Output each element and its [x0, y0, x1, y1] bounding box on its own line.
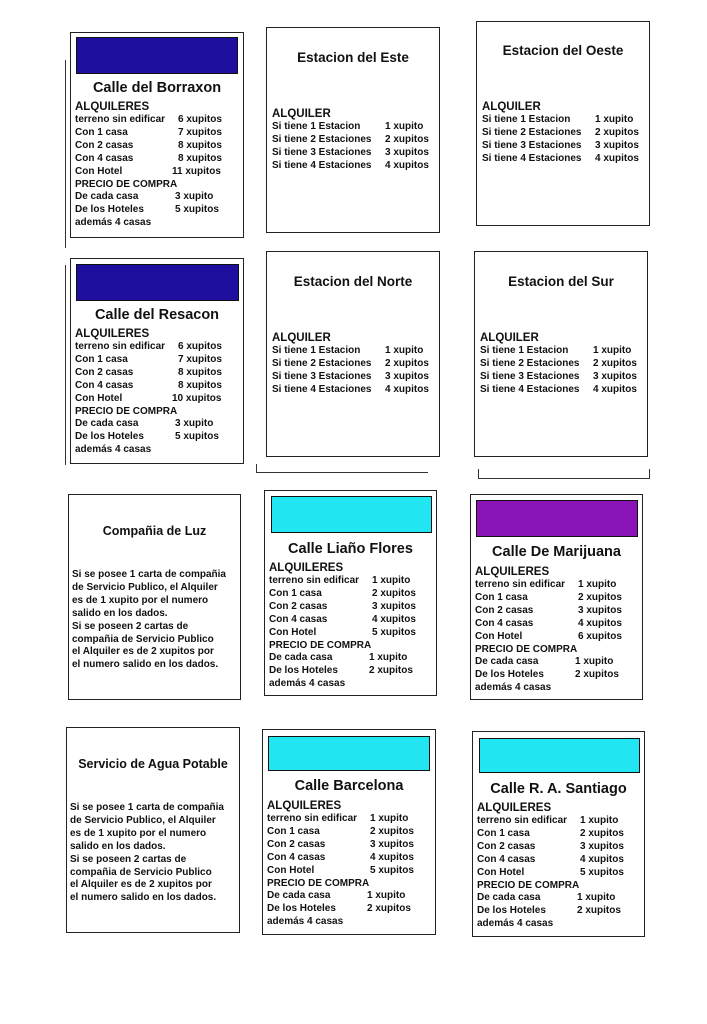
rent-row: Si tiene 2 Estaciones 2 xupitos — [272, 133, 429, 145]
rent-row: Con 4 casas 8 xupitos — [75, 379, 222, 391]
card-title: Calle Barcelona — [294, 778, 404, 794]
rent-row: Si tiene 3 Estaciones 3 xupitos — [272, 146, 429, 158]
rent-header: ALQUILER — [272, 332, 331, 344]
rent-row: Si tiene 1 Estacion 1 xupito — [272, 121, 424, 132]
rent-header: ALQUILER — [480, 332, 539, 344]
rent-row: terreno sin edificar 1 xupito — [269, 575, 411, 586]
rent-row: Si tiene 1 Estacion 1 xupito — [482, 114, 634, 125]
rent-header: ALQUILERES — [75, 101, 150, 113]
rent-header: ALQUILERES — [477, 802, 552, 814]
card-title: Calle De Marijuana — [492, 544, 621, 560]
rent-row: Con 1 casa 7 xupitos — [75, 126, 222, 138]
card-estacion-del-sur — [474, 251, 648, 457]
price-row: De los Hoteles 2 xupitos — [267, 903, 411, 915]
cut-line — [649, 469, 650, 479]
card-body — [482, 101, 639, 166]
card-calle-ra-santiago — [472, 731, 645, 937]
rent-row: Con 4 casas 4 xupitos — [475, 617, 622, 629]
card-estacion-del-oeste — [476, 21, 650, 226]
price-row: De los Hoteles 2 xupitos — [475, 669, 619, 681]
price-row: De cada casa 1 xupito — [267, 890, 406, 902]
price-row: De cada casa 1 xupito — [477, 892, 616, 904]
price-row: De cada casa 1 xupito — [475, 656, 614, 668]
card-text: Si se posee 1 carta de compañia de Servicio Publico, el Alquiler es de 1 xupito por el numero salido en los dados. Si se poseen 2 cartas de compañia de Servicio Publico el Alquiler es de 2 xupitos por el numero salido en los dados. — [70, 802, 224, 904]
cut-line — [65, 60, 66, 248]
card-title: Estacion del Este — [297, 50, 409, 65]
price-header: PRECIO DE COMPRA — [269, 639, 372, 651]
card-body — [480, 332, 637, 397]
card-title: Calle del Resacon — [94, 307, 220, 323]
rent-header: ALQUILERES — [75, 328, 150, 340]
card-title: Servicio de Agua Potable — [78, 757, 228, 771]
rent-header: ALQUILERES — [269, 562, 344, 574]
rent-row: Con 2 casas 3 xupitos — [269, 600, 416, 612]
rent-row: Con 1 casa 7 xupitos — [75, 353, 222, 365]
card-title: Estacion del Norte — [293, 274, 413, 289]
cut-line — [478, 478, 650, 479]
note: además 4 casas — [75, 217, 152, 229]
rent-row: Si tiene 3 Estaciones 3 xupitos — [480, 370, 637, 382]
card-calle-del-resacon — [70, 258, 244, 464]
card-body — [272, 108, 429, 173]
price-row: De los Hoteles 5 xupitos — [75, 204, 219, 216]
price-header: PRECIO DE COMPRA — [475, 643, 578, 655]
rent-row: Con Hotel 5 xupitos — [267, 864, 414, 876]
price-row: De cada casa 3 xupito — [75, 191, 214, 203]
card-title: Estacion del Sur — [508, 274, 614, 289]
card-calle-liano-flores — [264, 490, 437, 696]
color-band — [476, 500, 638, 537]
rent-row: terreno sin edificar 6 xupitos — [75, 114, 222, 125]
cut-line — [478, 469, 479, 479]
cut-line — [256, 464, 257, 473]
card-calle-del-borraxon — [70, 32, 244, 238]
color-band — [268, 736, 430, 771]
rent-row: Con 2 casas 8 xupitos — [75, 366, 222, 378]
card-body — [267, 800, 414, 929]
note: además 4 casas — [75, 444, 152, 456]
price-header: PRECIO DE COMPRA — [267, 877, 370, 889]
color-band — [76, 264, 239, 301]
rent-row: Si tiene 4 Estaciones 4 xupitos — [482, 152, 639, 164]
rent-row: Si tiene 2 Estaciones 2 xupitos — [272, 357, 429, 369]
rent-row: Si tiene 2 Estaciones 2 xupitos — [480, 357, 637, 369]
rent-row: terreno sin edificar 1 xupito — [477, 815, 619, 826]
card-title: Estacion del Oeste — [502, 43, 624, 58]
card-body — [75, 101, 222, 230]
rent-row: terreno sin edificar 1 xupito — [475, 579, 617, 590]
rent-header: ALQUILERES — [267, 800, 342, 812]
card-body — [75, 328, 222, 457]
rent-header: ALQUILER — [482, 101, 541, 113]
rent-row: Con 4 casas 8 xupitos — [75, 152, 222, 164]
rent-row: Con 1 casa 2 xupitos — [477, 827, 624, 839]
rent-row: Con 1 casa 2 xupitos — [269, 587, 416, 599]
card-title: Compañia de Luz — [102, 524, 207, 538]
rent-row: Con Hotel 11 xupitos — [75, 165, 221, 177]
rent-row: Con 2 casas 3 xupitos — [267, 838, 414, 850]
rent-row: Con Hotel 10 xupitos — [75, 392, 222, 404]
note: además 4 casas — [477, 918, 554, 930]
rent-row: Si tiene 4 Estaciones 4 xupitos — [272, 383, 429, 395]
color-band — [271, 496, 432, 533]
price-header: PRECIO DE COMPRA — [75, 405, 178, 417]
rent-row: Si tiene 3 Estaciones 3 xupitos — [482, 139, 639, 151]
rent-row: Si tiene 2 Estaciones 2 xupitos — [482, 126, 639, 138]
rent-row: Con 4 casas 4 xupitos — [267, 851, 414, 863]
rent-row: Con 1 casa 2 xupitos — [267, 825, 414, 837]
card-body — [475, 566, 622, 695]
rent-row: Con Hotel 5 xupitos — [477, 866, 624, 878]
rent-row: Con 4 casas 4 xupitos — [269, 613, 416, 625]
price-header: PRECIO DE COMPRA — [75, 178, 178, 190]
rent-row: Si tiene 3 Estaciones 3 xupitos — [272, 370, 429, 382]
price-header: PRECIO DE COMPRA — [477, 879, 580, 891]
rent-row: Con Hotel 5 xupitos — [269, 626, 416, 638]
rent-row: Si tiene 1 Estacion 1 xupito — [480, 345, 632, 356]
rent-row: Con 2 casas 3 xupitos — [475, 604, 622, 616]
cut-line — [256, 472, 428, 473]
card-body — [477, 802, 624, 931]
card-title: Calle R. A. Santiago — [490, 781, 627, 797]
card-title: Calle del Borraxon — [92, 80, 222, 96]
card-text: Si se posee 1 carta de compañia de Servicio Publico, el Alquiler es de 1 xupito por el numero salido en los dados. Si se poseen 2 cartas de compañia de Servicio Publico el Alquiler es de 2 xupitos por el numero salido en los dados. — [72, 569, 226, 671]
rent-row: terreno sin edificar 1 xupito — [267, 813, 409, 824]
price-row: De los Hoteles 2 xupitos — [477, 905, 621, 917]
note: además 4 casas — [269, 678, 346, 690]
price-row: De cada casa 1 xupito — [269, 652, 408, 664]
rent-row: Con 2 casas 3 xupitos — [477, 840, 624, 852]
rent-row: Con 4 casas 4 xupitos — [477, 853, 624, 865]
card-servicio-de-agua-potable — [66, 727, 240, 933]
rent-row: Si tiene 1 Estacion 1 xupito — [272, 345, 424, 356]
price-row: De cada casa 3 xupito — [75, 418, 214, 430]
card-title: Calle Liaño Flores — [288, 541, 413, 557]
price-row: De los Hoteles 5 xupitos — [75, 431, 219, 443]
rent-row: Si tiene 4 Estaciones 4 xupitos — [272, 159, 429, 171]
rent-header: ALQUILER — [272, 108, 331, 120]
rent-header: ALQUILERES — [475, 566, 550, 578]
note: además 4 casas — [475, 682, 552, 694]
rent-row: Con Hotel 6 xupitos — [475, 630, 622, 642]
price-row: De los Hoteles 2 xupitos — [269, 665, 413, 677]
rent-row: Si tiene 4 Estaciones 4 xupitos — [480, 383, 637, 395]
color-band — [76, 37, 238, 74]
card-compania-de-luz — [68, 494, 241, 700]
cut-line — [65, 265, 66, 465]
rent-row: terreno sin edificar 6 xupitos — [75, 341, 222, 352]
card-estacion-del-norte — [266, 251, 440, 457]
note: además 4 casas — [267, 916, 344, 928]
card-calle-barcelona — [262, 729, 436, 935]
rent-row: Con 1 casa 2 xupitos — [475, 591, 622, 603]
color-band — [479, 738, 640, 773]
card-body — [272, 332, 429, 397]
rent-row: Con 2 casas 8 xupitos — [75, 139, 222, 151]
card-calle-de-marijuana — [470, 494, 643, 700]
card-body — [269, 562, 416, 691]
card-estacion-del-este — [266, 27, 440, 233]
